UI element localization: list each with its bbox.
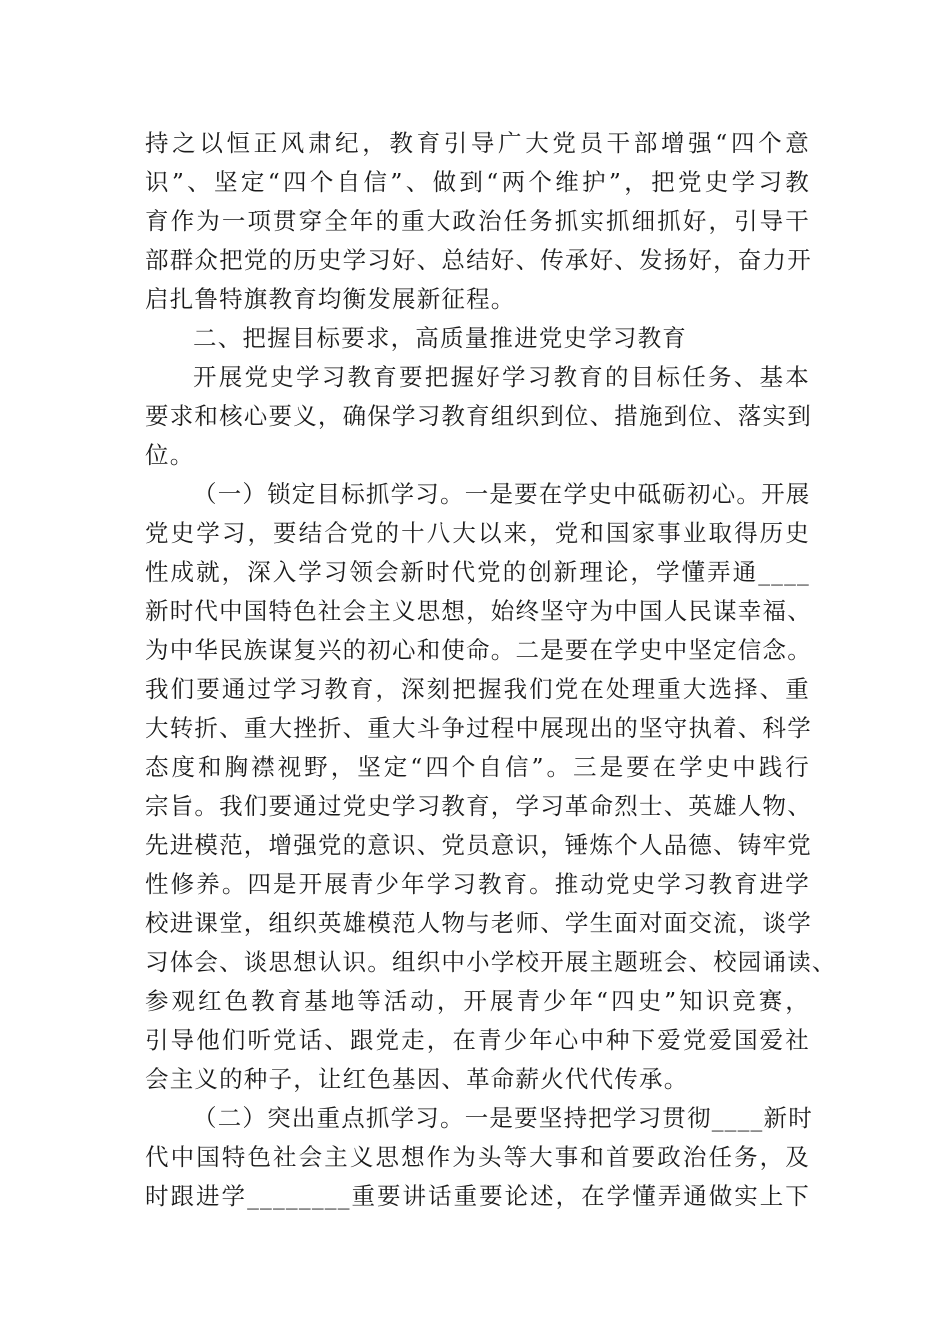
text-line: 引导他们听党话、跟党走，在青少年心中种下爱党爱国爱社 (145, 1026, 810, 1054)
text-line: 持之以恒正风肃纪，教育引导广大党员干部增强“四个意 (145, 129, 810, 157)
text-line: 新时代中国特色社会主义思想，始终坚守为中国人民谋幸福、 (145, 597, 812, 625)
text-line: 宗旨。我们要通过党史学习教育，学习革命烈士、英雄人物、 (145, 792, 812, 820)
text-line: 启扎鲁特旗教育均衡发展新征程。 (145, 285, 516, 313)
text-line: 时跟进学________重要讲话重要论述，在学懂弄通做实上下 (145, 1182, 810, 1210)
text-line: 部群众把党的历史学习好、总结好、传承好、发扬好，奋力开 (145, 246, 812, 274)
text-line: 习体会、谈思想认识。组织中小学校开展主题班会、校园诵读、 (145, 948, 837, 976)
text-line: 育作为一项贯穿全年的重大政治任务抓实抓细抓好，引导干 (145, 207, 810, 235)
text-line: 参观红色教育基地等活动，开展青少年“四史”知识竞赛， (145, 987, 810, 1015)
text-line: 性修养。四是开展青少年学习教育。推动党史学习教育进学 (145, 870, 810, 898)
text-line: （一）锁定目标抓学习。一是要在学史中砥砺初心。开展 (193, 480, 811, 508)
text-line: 先进模范，增强党的意识、党员意识，锤炼个人品德、铸牢党 (145, 831, 812, 859)
text-line: 我们要通过学习教育，深刻把握我们党在处理重大选择、重 (145, 675, 810, 703)
text-line: 大转折、重大挫折、重大斗争过程中展现出的坚守执着、科学 (145, 714, 812, 742)
text-line: 性成就，深入学习领会新时代党的创新理论，学懂弄通____ (145, 558, 810, 586)
text-line: 校进课堂，组织英雄模范人物与老师、学生面对面交流，谈学 (145, 909, 812, 937)
text-line: 识”、坚定“四个自信”、做到“两个维护”，把党史学习教 (145, 168, 810, 196)
text-line: 开展党史学习教育要把握好学习教育的目标任务、基本 (193, 363, 810, 391)
text-line: 位。 (145, 441, 195, 469)
text-line: 党史学习，要结合党的十八大以来，党和国家事业取得历史 (145, 519, 810, 547)
text-line: （二）突出重点抓学习。一是要坚持把学习贯彻____新时 (193, 1104, 813, 1132)
text-line: 要求和核心要义，确保学习教育组织到位、措施到位、落实到 (145, 402, 812, 430)
text-line: 代中国特色社会主义思想作为头等大事和首要政治任务，及 (145, 1143, 810, 1171)
section-heading: 二、把握目标要求，高质量推进党史学习教育 (193, 324, 687, 352)
text-line: 会主义的种子，让红色基因、革命薪火代代传承。 (145, 1065, 689, 1093)
text-line: 态度和胸襟视野，坚定“四个自信”。三是要在学史中践行 (145, 753, 810, 781)
text-line: 为中华民族谋复兴的初心和使命。二是要在学史中坚定信念。 (145, 636, 812, 664)
